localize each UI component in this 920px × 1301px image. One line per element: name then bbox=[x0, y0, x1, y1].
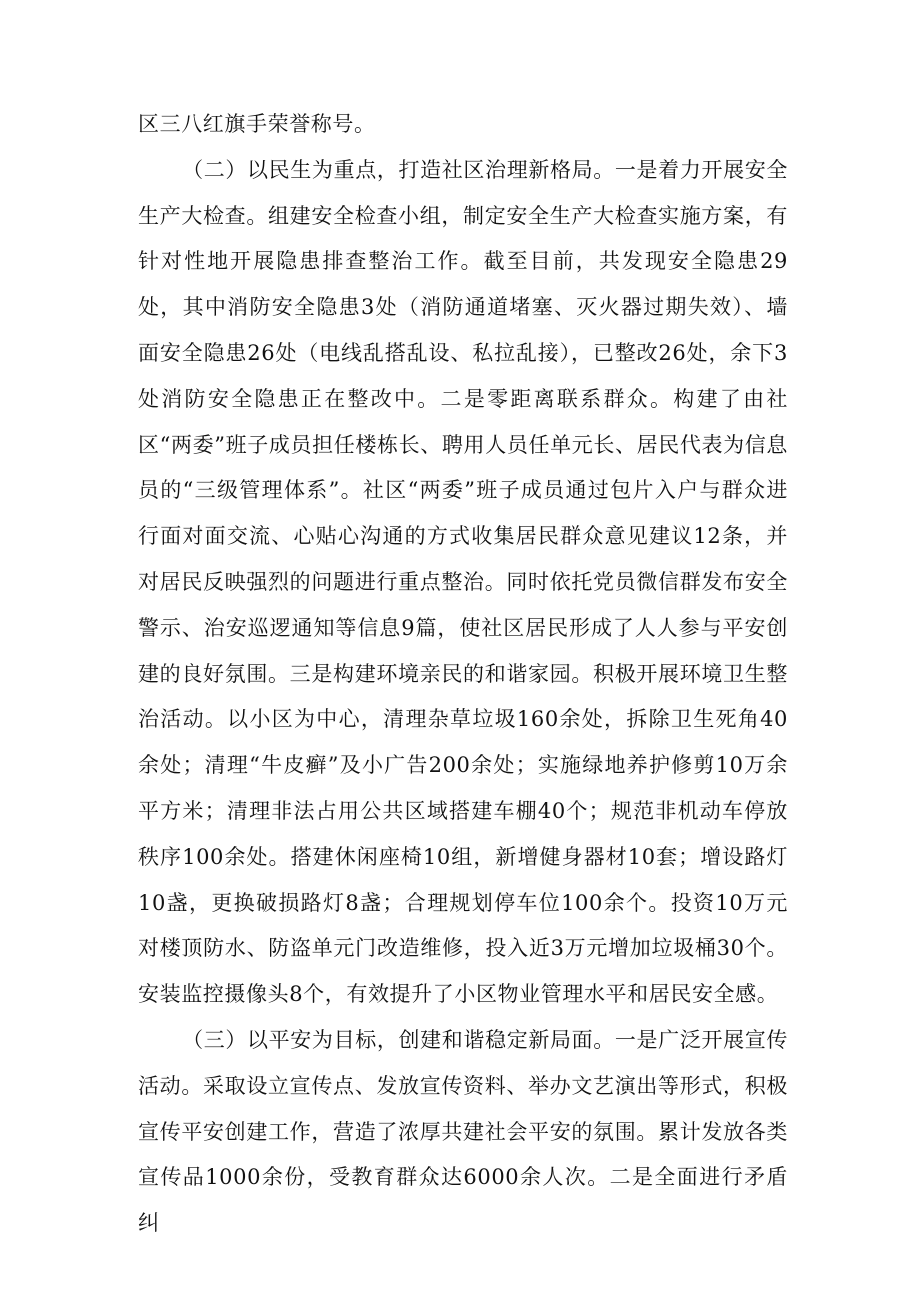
paragraph-section-three: （三）以平安为目标，创建和谐稳定新局面。一是广泛开展宣传活动。采取设立宣传点、发放宣传资料、举办文艺演出等形式，积极宣传平安创建工作，营造了浓厚共建社会平安的氛围。累计发放各类宣传品1000余份，受教育群众达6000余人次。二是全面进行矛盾纠 bbox=[138, 1027, 788, 1236]
document-body bbox=[138, 102, 788, 1247]
paragraph-continuation: 区三八红旗手荣誉称号。 bbox=[138, 112, 376, 136]
paragraph-section-two: （二）以民生为重点，打造社区治理新格局。一是着力开展安全生产大检查。组建安全检查小组，制定安全生产大检查实施方案，有针对性地开展隐患排查整治工作。截至目前，共发现安全隐患29处，其中消防安全隐患3处（消防通道堵塞、灭火器过期失效）、墙面安全隐患26处（电线乱搭乱设、私拉乱接），已整改26处，余下3处消防安全隐患正在整改中。二是零距离联系群众。构建了由社区“两委”班子成员担任楼栋长、聘用人员任单元长、居民代表为信息员的“三级管理体系”。社区“两委”班子成员通过包片入户与群众进行面对面交流、心贴心沟通的方式收集居民群众意见建议12条，并对居民反映强烈的问题进行重点整治。同时依托党员微信群发布安全警示、治安巡逻通知等信息9篇，使社区居民形成了人人参与平安创建的良好氛围。三是构建环境亲民的和谐家园。积极开展环境卫生整治活动。以小区为中心，清理杂草垃圾160余处，拆除卫生死角40余处；清理“牛皮癣”及小广告200余处；实施绿地养护修剪10万余平方米；清理非法占用公共区域搭建车棚40个；规范非机动车停放秩序100余处。搭建休闲座椅10组，新增健身器材10套；增设路灯10盏，更换破损路灯8盏；合理规划停车位100余个。投资10万元对楼顶防水、防盗单元门改造维修，投入近3万元增加垃圾桶30个。安装监控摄像头8个，有效提升了小区物业管理水平和居民安全感。 bbox=[138, 157, 788, 1007]
